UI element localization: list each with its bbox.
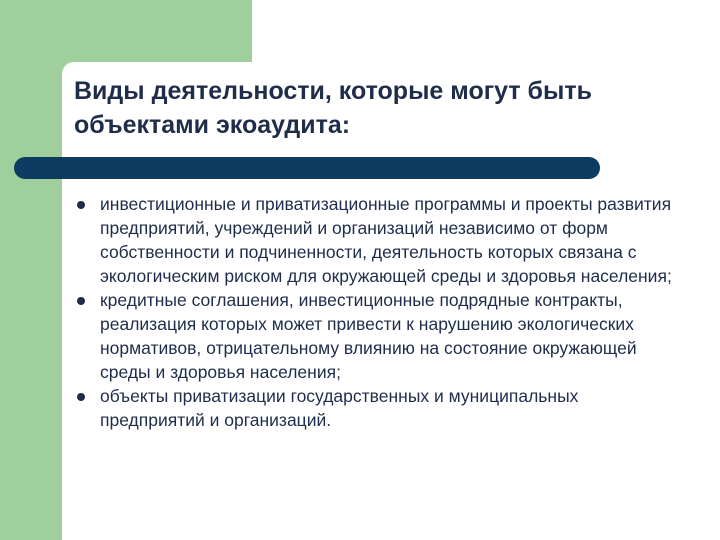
bullet-dot-icon xyxy=(77,297,85,305)
bullet-item xyxy=(74,288,686,384)
bullet-dot-icon xyxy=(77,201,85,209)
slide-title: Виды деятельности, которые могут быть объектами экоаудита: xyxy=(74,77,592,139)
bullet-text: объекты приватизации государственных и муниципальных предприятий и организаций. xyxy=(100,386,579,430)
bullet-item xyxy=(74,384,686,432)
bullet-dot-icon xyxy=(77,393,85,401)
bullet-text: инвестиционные и приватизационные программы и проекты развития предприятий, учреждений и организаций независимо от форм собственности и подчиненности, деятельность которых связана с экологическим риском для окружающей среды и здоровья населения; xyxy=(100,194,672,286)
bullet-list xyxy=(74,192,686,432)
decorative-green-strip xyxy=(0,172,62,540)
bullet-item xyxy=(74,192,686,288)
title-divider-bar xyxy=(14,157,600,179)
bullet-text: кредитные соглашения, инвестиционные подрядные контракты, реализация которых может привести к нарушению экологических нормативов, отрицательному влиянию на состояние окружающей среды и здоровья населения; xyxy=(100,290,637,382)
